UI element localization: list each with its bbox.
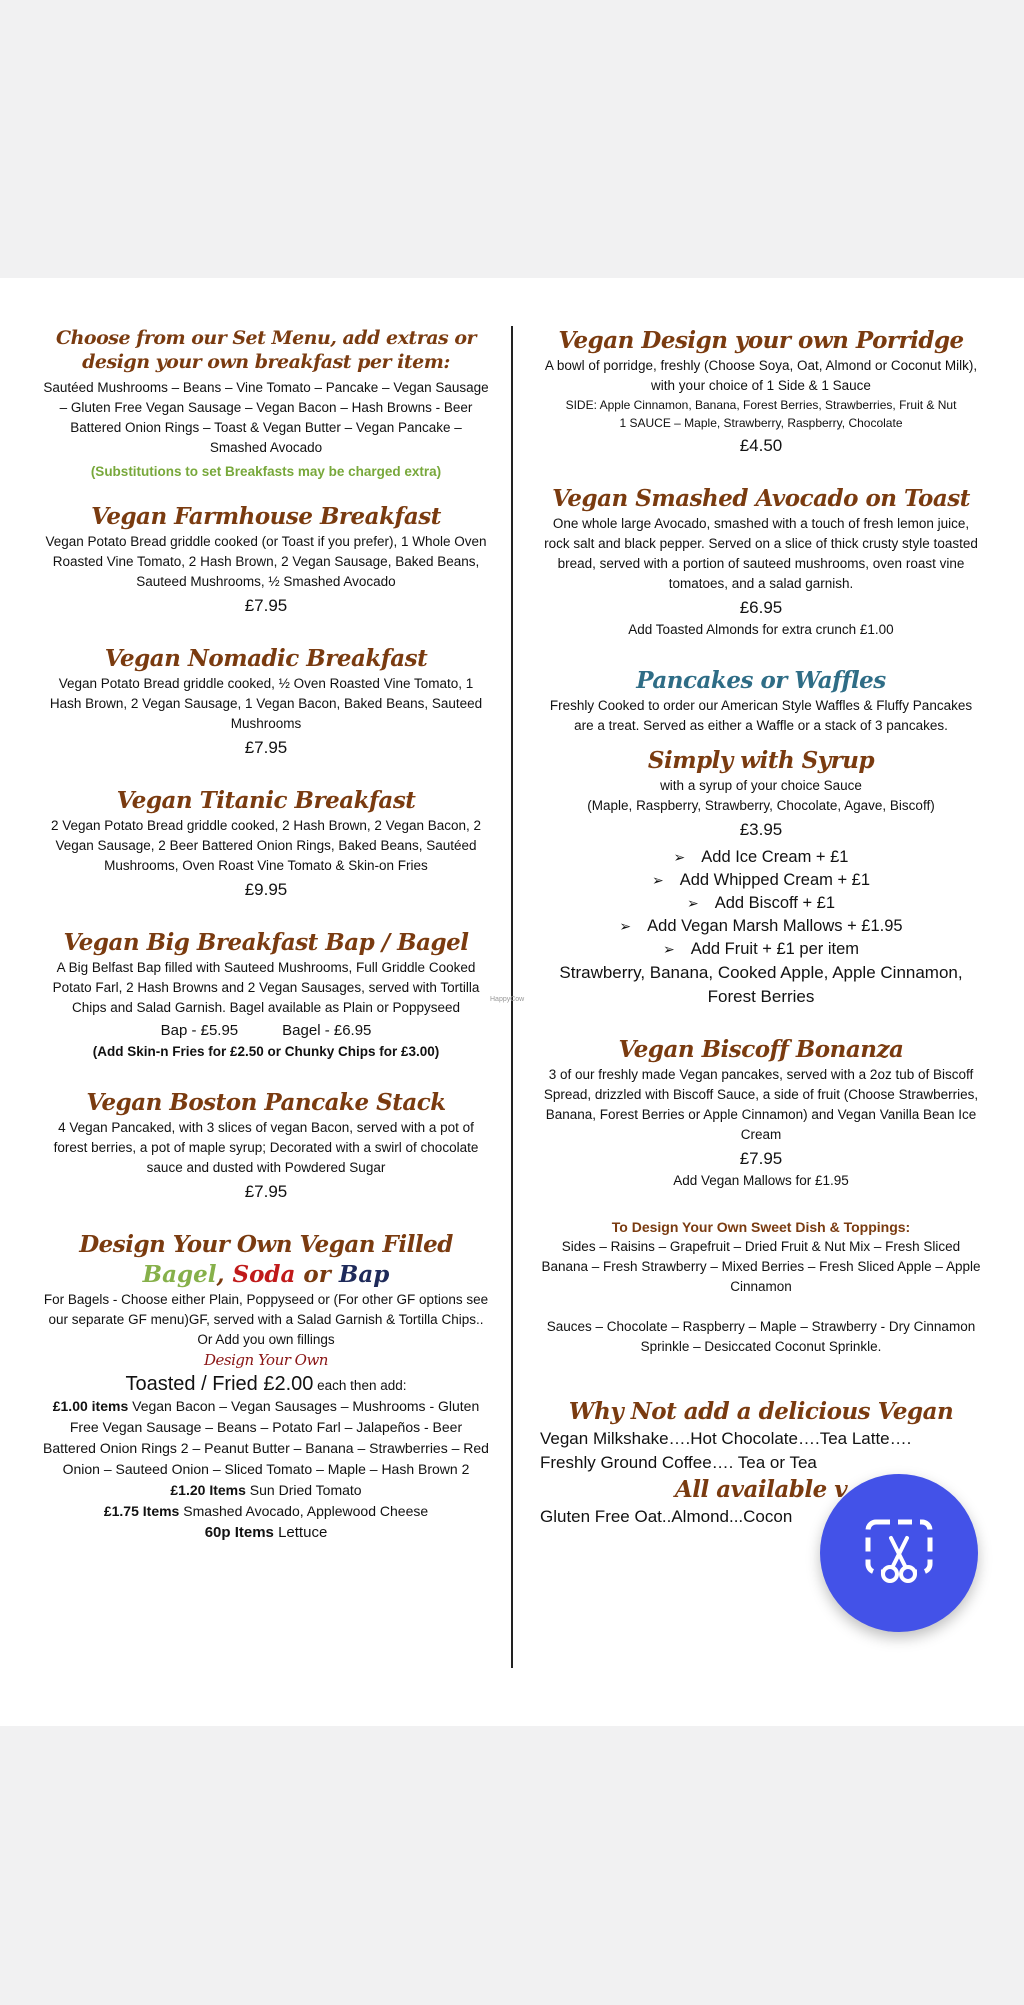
syrup-title: Simply with Syrup bbox=[647, 747, 875, 774]
bagel-word: Bagel bbox=[142, 1261, 217, 1288]
porridge-side: SIDE: Apple Cinnamon, Banana, Forest Berries, Strawberries, Fruit & Nut bbox=[565, 398, 957, 412]
titanic-desc: 2 Vegan Potato Bread griddle cooked, 2 Hash Brown, 2 Vegan Bacon, 2 Vegan Sausage, 2 Beer Battered Onion Rings, Baked Beans, Sautéed Mushrooms, Oven Roast Vine Tomato & Skin-on Fries bbox=[50, 818, 482, 873]
items-2 bbox=[42, 1480, 490, 1501]
watermark-text: HappyCow bbox=[490, 996, 525, 1003]
bap-section bbox=[42, 928, 490, 1062]
toasted-suffix: each then add: bbox=[317, 1378, 407, 1393]
nomadic-price: £7.95 bbox=[244, 738, 288, 757]
intro-heading: Choose from our Set Menu, add extras or design your own breakfast per item: bbox=[55, 327, 477, 373]
items-1-label: £1.00 items bbox=[52, 1398, 129, 1414]
items-4-list: Lettuce bbox=[278, 1524, 328, 1541]
drinks-title-2: All available v bbox=[674, 1476, 848, 1503]
drinks-title: Why Not add a delicious Vegan bbox=[568, 1398, 954, 1425]
design-your-own-subheading: Design Your Own bbox=[204, 1351, 328, 1369]
sweet-sauces: Sauces – Chocolate – Raspberry – Maple – Strawberry - Dry Cinnamon Sprinkle – Desiccated Coconut Sprinkle. bbox=[546, 1319, 976, 1354]
filled-options bbox=[42, 1260, 490, 1290]
sweet-section bbox=[540, 1217, 982, 1357]
biscoff-price: £7.95 bbox=[739, 1149, 783, 1168]
filled-desc: For Bagels - Choose either Plain, Poppyseed or (For other GF options see our separate GF menu)GF, served with a Salad Garnish & Tortilla Chips.. Or Add you own fillings bbox=[43, 1292, 489, 1347]
addon-item: ➢ Add Vegan Marsh Mallows + £1.95 bbox=[540, 915, 982, 938]
avocado-desc: One whole large Avocado, smashed with a touch of fresh lemon juice, rock salt and black pepper. Served on a slice of thick crusty style toasted bread, served with a portion of sauteed mushrooms, oven roast vine tomatoes, and a salad garnish. bbox=[544, 516, 978, 591]
comma-word: , bbox=[216, 1261, 225, 1288]
pancakes-section bbox=[540, 666, 982, 736]
syrup-line-2: (Maple, Raspberry, Strawberry, Chocolate, Agave, Biscoff) bbox=[587, 798, 935, 813]
right-column bbox=[540, 326, 982, 1529]
farmhouse-price: £7.95 bbox=[244, 596, 288, 615]
porridge-sauce: 1 SAUCE – Maple, Strawberry, Raspberry, Chocolate bbox=[619, 416, 903, 430]
addon-item: ➢ Add Whipped Cream + £1 bbox=[540, 869, 982, 892]
items-3-label: £1.75 Items bbox=[103, 1503, 180, 1519]
porridge-desc: A bowl of porridge, freshly (Choose Soya, Oat, Almond or Coconut Milk), with your choice of 1 Side & 1 Sauce bbox=[544, 358, 978, 393]
items-2-list: Sun Dried Tomato bbox=[249, 1482, 362, 1498]
sweet-title: To Design Your Own Sweet Dish & Toppings: bbox=[611, 1219, 911, 1235]
porridge-section bbox=[540, 326, 982, 458]
biscoff-section bbox=[540, 1035, 982, 1191]
toasted-line bbox=[42, 1374, 490, 1396]
scissors-crop-icon bbox=[862, 1516, 936, 1590]
farmhouse-title: Vegan Farmhouse Breakfast bbox=[91, 503, 441, 530]
items-4-label: 60p Items bbox=[204, 1524, 274, 1541]
syrup-line-1: with a syrup of your choice Sauce bbox=[660, 778, 862, 793]
avocado-title: Vegan Smashed Avocado on Toast bbox=[552, 485, 970, 512]
biscoff-title: Vegan Biscoff Bonanza bbox=[618, 1036, 904, 1063]
avocado-extra: Add Toasted Almonds for extra crunch £1.00 bbox=[628, 622, 894, 637]
titanic-title: Vegan Titanic Breakfast bbox=[116, 787, 416, 814]
nomadic-section bbox=[42, 644, 490, 760]
screenshot-crop-button[interactable] bbox=[820, 1474, 978, 1632]
syrup-section bbox=[540, 746, 982, 1009]
items-1 bbox=[42, 1396, 490, 1480]
syrup-price: £3.95 bbox=[739, 820, 783, 839]
toasted-price: Toasted / Fried £2.00 bbox=[125, 1373, 314, 1395]
nomadic-desc: Vegan Potato Bread griddle cooked, ½ Oven Roasted Vine Tomato, 1 Hash Brown, 2 Vegan Sausage, 1 Vegan Bacon, Baked Beans, Sauteed Mushrooms bbox=[49, 676, 483, 731]
titanic-price: £9.95 bbox=[244, 880, 288, 899]
soda-word: Soda bbox=[232, 1261, 296, 1288]
boston-desc: 4 Vegan Pancaked, with 3 slices of vegan Bacon, served with a pot of forest berries, a pot of maple syrup; Decorated with a swirl of chocolate sauce and dusted with Powdered Sugar bbox=[53, 1120, 479, 1175]
farmhouse-desc: Vegan Potato Bread griddle cooked (or Toast if you prefer), 1 Whole Oven Roasted Vine Tomato, 2 Hash Brown, 2 Vegan Sausage, Baked Beans, Sauteed Mushrooms, ½ Smashed Avocado bbox=[45, 534, 487, 589]
farmhouse-section bbox=[42, 502, 490, 618]
bap-word: Bap bbox=[338, 1261, 390, 1288]
or-word: or bbox=[303, 1261, 331, 1288]
arrow-icon: ➢ bbox=[662, 941, 675, 957]
sweet-sides: Sides – Raisins – Grapefruit – Dried Fruit & Nut Mix – Fresh Sliced Banana – Fresh Strawberry – Mixed Berries – Fresh Sliced Apple – Apple Cinnamon bbox=[541, 1239, 981, 1294]
pancakes-desc: Freshly Cooked to order our American Style Waffles & Fluffy Pancakes are a treat. Served as either a Waffle or a stack of 3 pancakes. bbox=[549, 698, 973, 733]
addon-list bbox=[540, 846, 982, 961]
boston-price: £7.95 bbox=[244, 1182, 288, 1201]
bap-desc: A Big Belfast Bap filled with Sauteed Mushrooms, Full Griddle Cooked Potato Farl, 2 Hash Browns and 2 Vegan Sausages, served with Tortilla Chips and Salad Garnish. Bagel available as Plain or Poppyseed bbox=[52, 960, 480, 1015]
nomadic-title: Vegan Nomadic Breakfast bbox=[104, 645, 428, 672]
bap-price: Bap - £5.95 bbox=[160, 1022, 239, 1039]
addon-item: ➢ Add Fruit + £1 per item bbox=[540, 938, 982, 961]
porridge-title: Vegan Design your own Porridge bbox=[558, 327, 964, 354]
bap-title: Vegan Big Breakfast Bap / Bagel bbox=[63, 929, 469, 956]
bagel-price: Bagel - £6.95 bbox=[282, 1022, 372, 1039]
bap-note: (Add Skin-n Fries for £2.50 or Chunky Chips for £3.00) bbox=[92, 1044, 440, 1059]
pancakes-title: Pancakes or Waffles bbox=[636, 667, 886, 694]
items-3 bbox=[42, 1501, 490, 1522]
bap-prices bbox=[42, 1020, 490, 1042]
addon-item: ➢ Add Biscoff + £1 bbox=[540, 892, 982, 915]
left-column bbox=[42, 326, 490, 1544]
porridge-price: £4.50 bbox=[739, 436, 783, 455]
items-1-list: Vegan Bacon – Vegan Sausages – Mushrooms - Gluten Free Vegan Sausage – Beans – Potato Farl – Jalapeños - Beer Battered Onion Rings 2 – Peanut Butter – Banana – Strawberries – Red Onion – Sauteed Onion – Sliced Tomato – Maple – Hash Brown 2 bbox=[43, 1398, 489, 1477]
intro-section bbox=[42, 326, 490, 482]
filled-title: Design Your Own Vegan Filled bbox=[79, 1231, 453, 1258]
biscoff-extra: Add Vegan Mallows for £1.95 bbox=[673, 1173, 849, 1188]
addon-item: ➢ Add Ice Cream + £1 bbox=[540, 846, 982, 869]
avocado-section bbox=[540, 484, 982, 640]
boston-title: Vegan Boston Pancake Stack bbox=[86, 1089, 446, 1116]
intro-items: Sautéed Mushrooms – Beans – Vine Tomato – Pancake – Vegan Sausage – Gluten Free Vegan Sausage – Vegan Bacon – Hash Browns - Beer Battered Onion Rings – Toast & Vegan Butter – Vegan Pancake – Smashed Avocado bbox=[43, 380, 489, 455]
items-3-list: Smashed Avocado, Applewood Cheese bbox=[183, 1503, 429, 1519]
avocado-price: £6.95 bbox=[739, 598, 783, 617]
arrow-icon: ➢ bbox=[619, 918, 632, 934]
fruit-options: Strawberry, Banana, Cooked Apple, Apple Cinnamon, Forest Berries bbox=[559, 963, 963, 1006]
titanic-section bbox=[42, 786, 490, 902]
drinks-line-2: Freshly Ground Coffee…. Tea or Tea bbox=[540, 1453, 817, 1472]
drinks-line-1: Vegan Milkshake….Hot Chocolate….Tea Latte…. bbox=[540, 1429, 912, 1448]
arrow-icon: ➢ bbox=[673, 849, 686, 865]
items-4 bbox=[42, 1522, 490, 1544]
boston-section bbox=[42, 1088, 490, 1204]
filled-section bbox=[42, 1230, 490, 1544]
items-2-label: £1.20 Items bbox=[170, 1482, 246, 1498]
arrow-icon: ➢ bbox=[686, 895, 699, 911]
arrow-icon: ➢ bbox=[651, 872, 664, 888]
substitution-note: (Substitutions to set Breakfasts may be charged extra) bbox=[90, 464, 442, 479]
drinks-line-3: Gluten Free Oat..Almond...Cocon bbox=[540, 1507, 793, 1526]
biscoff-desc: 3 of our freshly made Vegan pancakes, served with a 2oz tub of Biscoff Spread, drizzled with Biscoff Sauce, a side of fruit (Choose Strawberries, Banana, Forest Berries or Apple Cinnamon) and Vegan Vanilla Bean Ice Cream bbox=[543, 1067, 979, 1142]
